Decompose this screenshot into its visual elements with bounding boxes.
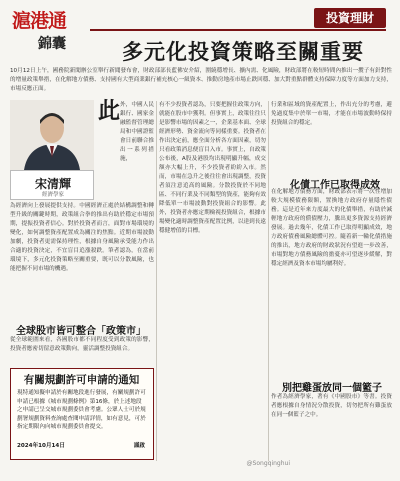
drop-cap: 此 bbox=[98, 98, 121, 124]
column-logo bbox=[10, 6, 82, 58]
author-role: 經濟學家 bbox=[41, 192, 64, 198]
watermark: @Songqinghui bbox=[246, 460, 290, 467]
column-logo-title: 滬港通 bbox=[12, 10, 67, 32]
column-3-top: 行業和區域的資產配置上，作出充分的考慮，避免過度集中於單一市場，才能在市場波動時保持投資組合的穩定。 bbox=[271, 102, 392, 126]
author-caption bbox=[10, 170, 94, 200]
author-photo bbox=[10, 100, 94, 170]
author-name: 宋清輝 bbox=[34, 177, 71, 191]
notice-date: 2024年10月14日 bbox=[17, 443, 65, 449]
column-1-top: 外，中國人民銀行、國家金融監督管理總局和中國證監會日前聯合推出一系列措施， bbox=[120, 102, 154, 162]
section-tag: 投資理財 bbox=[314, 8, 386, 28]
subheading-diversify: 別把雞蛋放同一個籃子 bbox=[282, 383, 382, 394]
subheading-debt-resolution: 化債工作已取得成效 bbox=[290, 180, 380, 191]
column-1-after-subhead: 從全球範圍來看，各國股市都不同程度受到政策的影響，投資者應密切留意政策動向，靈活調整投資組合。 bbox=[10, 337, 154, 352]
column-2-body: 有不少投資者認為，只要把握住政策方向，就能在股市中獲利。但事實上，政策往往只是影響市場的因素之一，企業基本面、全球經濟形勢、資金流向等同樣重要。投資者在作出決定前，應全面分析各方面因素，切勿只看政策消息便盲目入市。事實上，自政策公布後，A股及港股均出現明顯升幅，成交額亦大幅上升，不少投資者紛紛入市。然而，市場在急升之後往往會出現調整，投資者須注意追高的風險。分散投資於不同地區、不同行業及不同類型的資產，能夠有效降低單一市場波動對投資組合的影響。此外，投資者亦應定期檢視投資組合，根據市場變化適時調整資產配置比例，以達到長遠穩健增值的目標。 bbox=[159, 102, 266, 234]
column-logo-subtitle: 錦囊 bbox=[38, 36, 66, 52]
subheading-global-markets: 全球股市皆可整合「政策市」 bbox=[16, 326, 146, 337]
column-3-bottom: 作者為經濟學家，著有《中國股市》等書。投資者應根據自身情況分散投資，切勿把所有雞蛋放在同一個籃子之中。 bbox=[271, 394, 392, 418]
header-rule bbox=[90, 29, 386, 31]
planning-notice bbox=[10, 368, 154, 460]
column-3-body: 在化解地方債務方面，財政部表示將一次性增加較大規模債務限額，置換地方政府存量隱性債務。這是近年來力度最大的化債舉措，有助於減輕地方政府的償債壓力，騰出更多資源支持經濟發展。過去幾年，化債工作已取得明顯成效，地方政府債務風險總體可控。隨着新一輪化債措施的推出，地方政府的財政狀況有望進一步改善，市場對地方債務風險的擔憂亦可望逐步緩解，對穩定經濟及資本市場均屬利好。 bbox=[271, 189, 392, 267]
column-divider bbox=[268, 101, 269, 461]
notice-title: 有關規劃許可申請的通知 bbox=[23, 374, 140, 386]
column-divider bbox=[156, 101, 157, 461]
column-1-body: 為經濟向上發展提供支持。中國經濟正處於結構調整和轉型升級的關鍵時期，政策組合拳的推出有助於穩定市場預期，提振投資者信心。對於投資者而言，面對市場環境的變化，如何調整資產配置成為關注的焦點。近期市場波動加劇，投資者更需保持理性，根據自身風險承受能力作出合適的投資決定，不宜盲目追漲殺跌。筆者認為，在當前環境下，多元化投資策略至關重要，既可以分散風險，也能把握不同市場的機遇。 bbox=[10, 203, 154, 272]
notice-signature: 謹啟 bbox=[133, 443, 145, 449]
notice-body: 現特通知擬申請於有關地段進行發展，有關規劃許可申請已根據《城市規劃條例》第16條，於上述地段之申請已呈交城市規劃委員會考慮。公眾人士可於規劃署規劃資料查詢處查閱申請詳情，如有意見，可於指定期限內向城市規劃委員會提交。 bbox=[17, 390, 146, 430]
article-headline: 多元化投資策略至關重要 bbox=[122, 39, 364, 64]
article-intro: 10月12日上午，國務院新聞辦公室舉行新聞發布會，財政部部長藍佛安介紹，圍繞穩增長、擴內需、化風險，財政部將在較短時間內推出一攬子有針對性的增量政策舉措，在化解地方債務、支持國有大型商業銀行補充核心一級資本、推動房地產市場止跌回穩、加大對重點群體支持保障力度等方面加力支持，市場反應正面。 bbox=[10, 68, 392, 92]
